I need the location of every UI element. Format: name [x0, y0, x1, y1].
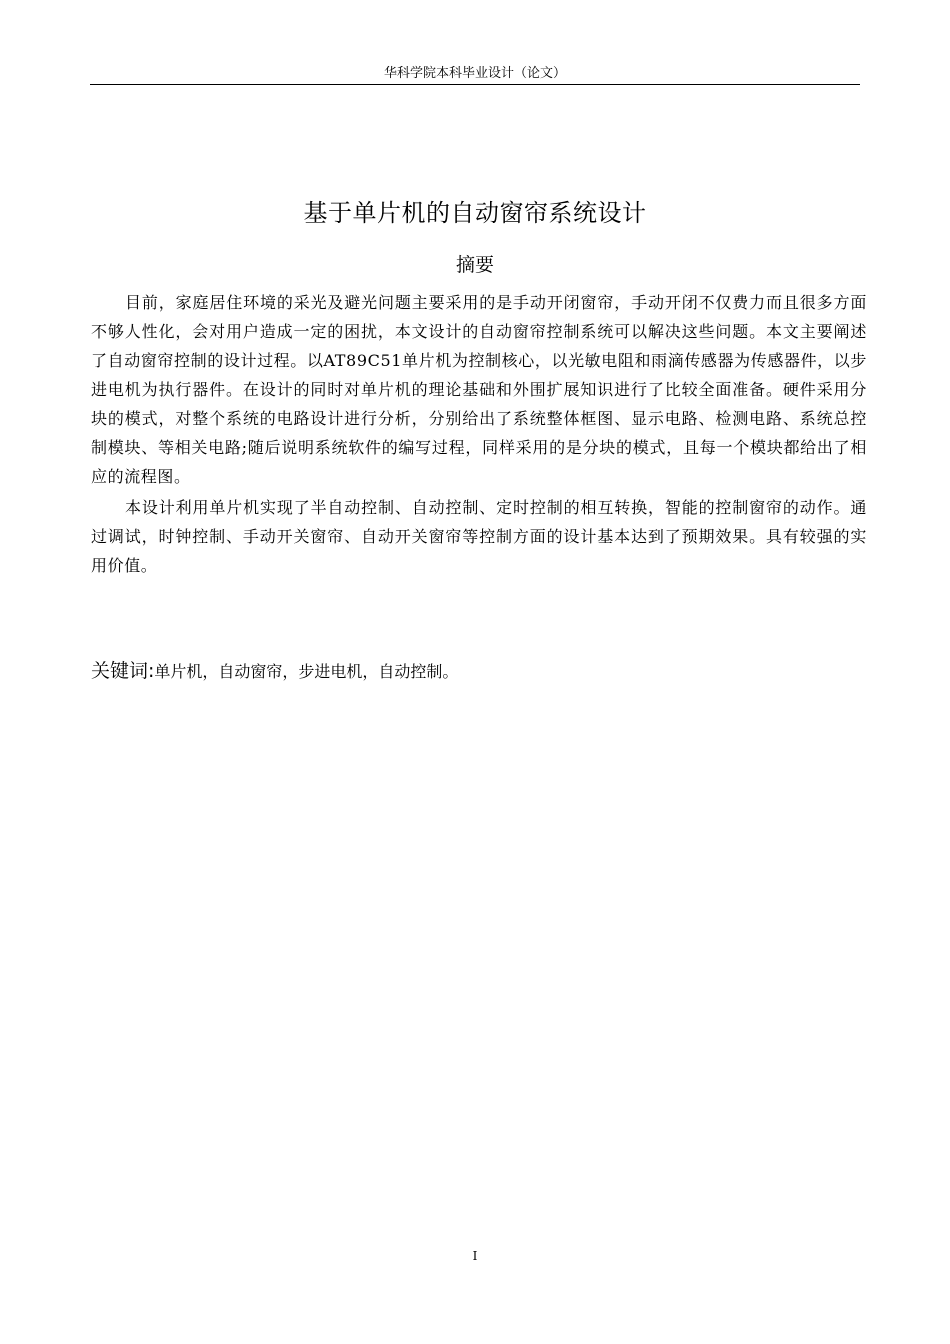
keywords-label: 关键词:: [91, 660, 155, 682]
page-number: I: [472, 1249, 478, 1263]
running-header: 华科学院本科毕业设计（论文）: [383, 66, 566, 81]
abstract-paragraph-2: 本设计利用单片机实现了半自动控制、自动控制、定时控制的相互转换，智能的控制窗帘的动作。通过调试，时钟控制、手动开关窗帘、自动开关窗帘等控制方面的设计基本达到了预期效果。具有较强的实用价值。: [91, 498, 867, 575]
header-rule: [90, 84, 860, 85]
abstract-heading: 摘要: [455, 254, 494, 276]
document-title: 基于单片机的自动窗帘系统设计: [303, 199, 647, 227]
keywords-text: 单片机，自动窗帘，步进电机，自动控制。: [154, 662, 459, 681]
abstract-paragraph-1: 目前，家庭居住环境的采光及避光问题主要采用的是手动开闭窗帘，手动开闭不仅费力而且很多方面不够人性化，会对用户造成一定的困扰，本文设计的自动窗帘控制系统可以解决这些问题。本文主要阐述了自动窗帘控制的设计过程。以AT89C51单片机为控制核心，以光敏电阻和雨滴传感器为传感器件，以步进电机为执行器件。在设计的同时对单片机的理论基础和外围扩展知识进行了比较全面准备。硬件采用分块的模式，对整个系统的电路设计进行分析，分别给出了系统整体框图、显示电路、检测电路、系统总控制模块、等相关电路;随后说明系统软件的编写过程，同样采用的是分块的模式，且每一个模块都给出了相应的流程图。: [91, 293, 867, 486]
keywords-line: [91, 656, 867, 687]
abstract-body: [91, 288, 867, 582]
